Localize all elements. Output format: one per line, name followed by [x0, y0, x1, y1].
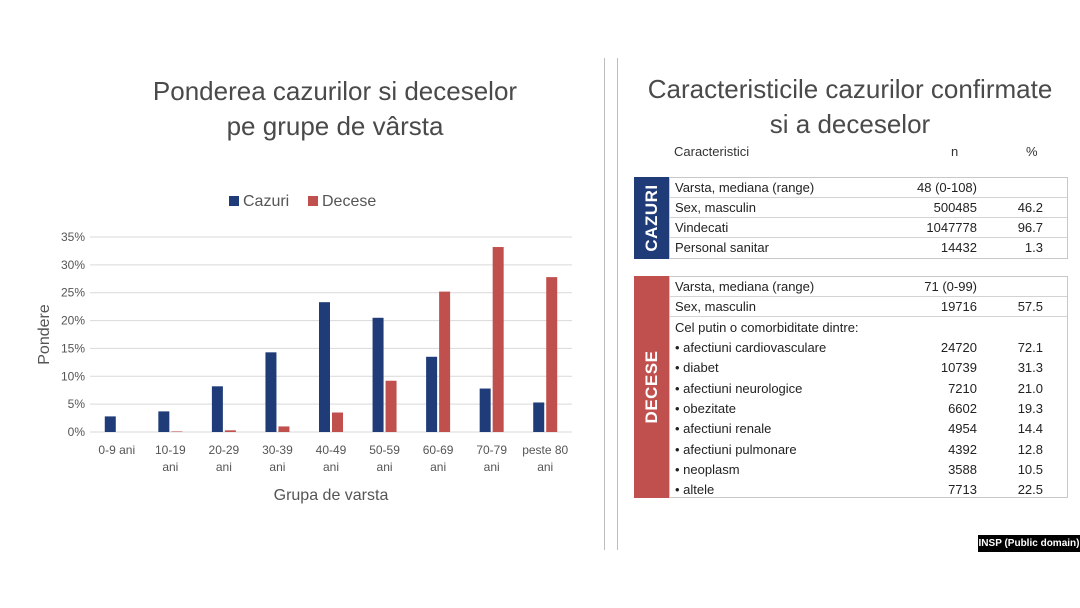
table-title: [630, 72, 1070, 142]
row-percent: 46.2: [1017, 200, 1043, 215]
row-label: • altele: [675, 482, 715, 498]
row-count: 3588: [948, 461, 977, 477]
row-count: 1047778: [926, 220, 977, 235]
table-title-line1: Caracteristicile cazurilor confirmate: [647, 74, 1053, 104]
row-count: 7210: [948, 380, 977, 396]
header-n: n: [951, 144, 959, 159]
x-tick-label: 40-49: [315, 443, 347, 457]
x-tick-label: ani: [215, 460, 232, 474]
x-tick-label: 50-59: [369, 443, 400, 457]
chart-title: [60, 74, 610, 144]
image-credit: INSP (Public domain): [978, 535, 1080, 552]
bar-decese: [332, 413, 343, 433]
x-axis-title: Grupa de varsta: [273, 487, 389, 504]
bar-cazuri: [480, 389, 491, 432]
row-percent: 14.4: [1017, 421, 1043, 437]
row-label: Vindecati: [675, 220, 729, 235]
decese-label: DECESE: [641, 350, 661, 424]
legend-label: Cazuri: [243, 193, 290, 210]
table-row: [670, 198, 1067, 218]
x-tick-label: peste 80: [522, 443, 569, 457]
table-title-line2: si a deceselor: [769, 109, 931, 139]
bar-cazuri: [265, 352, 276, 432]
row-label: • obezitate: [675, 400, 736, 416]
header-percent: %: [1026, 144, 1038, 159]
table-row: [670, 440, 1067, 460]
bar-cazuri: [105, 416, 116, 432]
row-percent: 57.5: [1017, 299, 1043, 314]
table-row: [670, 238, 1067, 258]
chart-title-line1: Ponderea cazurilor si deceselor: [152, 76, 518, 106]
bar-cazuri: [158, 411, 169, 432]
cazuri-label: CAZURI: [641, 184, 661, 252]
table-row: [670, 297, 1067, 317]
x-tick-label: 60-69: [422, 443, 454, 457]
comorbidity-heading: Cel putin o comorbiditate dintre:: [675, 320, 859, 335]
row-label: • afectiuni neurologice: [675, 380, 803, 396]
table-row: [670, 178, 1067, 198]
table-row: [670, 460, 1067, 480]
row-percent: 1.3: [1024, 240, 1043, 255]
row-count: 10739: [940, 360, 977, 376]
y-tick-label: 30%: [60, 257, 85, 272]
row-percent: 72.1: [1017, 340, 1043, 355]
cazuri-table: [669, 177, 1068, 259]
row-count: 14432: [940, 240, 977, 255]
table-row: [670, 379, 1067, 399]
y-tick-label: 20%: [60, 313, 85, 328]
header-characteristics: Caracteristici: [674, 144, 750, 159]
x-tick-label: ani: [269, 460, 286, 474]
x-tick-label: ani: [162, 460, 179, 474]
divider-line: [617, 58, 618, 550]
x-tick-label: 10-19: [154, 443, 186, 457]
x-tick-label: 30-39: [262, 443, 293, 457]
bar-cazuri: [533, 402, 544, 432]
row-percent: 12.8: [1017, 441, 1043, 457]
row-label: • neoplasm: [675, 461, 740, 477]
row-label: • afectiuni cardiovasculare: [675, 340, 827, 355]
bar-decese: [225, 430, 236, 432]
legend-swatch: [308, 196, 318, 206]
x-tick-label: 70-79: [476, 443, 508, 457]
x-tick-label: ani: [430, 460, 447, 474]
bar-cazuri: [373, 318, 384, 432]
table-row: [670, 277, 1067, 297]
x-tick-label: 20-29: [208, 443, 240, 457]
chart-title-line2: pe grupe de vârsta: [226, 111, 444, 141]
cazuri-side-label: [634, 177, 669, 259]
y-tick-label: 5%: [67, 397, 85, 412]
row-label: Personal sanitar: [675, 240, 769, 255]
row-percent: 96.7: [1017, 220, 1043, 235]
row-percent: 19.3: [1017, 400, 1043, 416]
bar-chart: [0, 180, 600, 510]
row-label: Sex, masculin: [675, 200, 756, 215]
bar-decese: [493, 247, 504, 432]
row-label: • afectiuni renale: [675, 421, 772, 437]
x-tick-label: ani: [483, 460, 500, 474]
decese-table: [669, 276, 1068, 498]
row-count: 71 (0-99): [924, 279, 977, 294]
row-percent: 10.5: [1017, 461, 1043, 477]
x-tick-label: ani: [537, 460, 554, 474]
row-label: • afectiuni pulmonare: [675, 441, 797, 457]
table-row: [670, 399, 1067, 419]
row-count: 24720: [940, 340, 977, 355]
y-axis-title: Pondere: [36, 304, 53, 365]
row-label: Varsta, mediana (range): [675, 279, 815, 294]
row-label: Varsta, mediana (range): [675, 180, 815, 195]
row-percent: 31.3: [1017, 360, 1043, 376]
decese-side-label: [634, 276, 669, 498]
row-percent: 22.5: [1017, 482, 1043, 498]
divider-line: [604, 58, 605, 550]
table-row: [670, 419, 1067, 439]
table-row: [670, 218, 1067, 238]
bar-decese: [546, 277, 557, 432]
legend-label: Decese: [322, 193, 377, 210]
row-count: 19716: [940, 299, 977, 314]
y-tick-label: 35%: [60, 230, 85, 244]
row-percent: 21.0: [1017, 380, 1043, 396]
x-tick-label: ani: [376, 460, 393, 474]
row-label: Sex, masculin: [675, 299, 756, 314]
y-tick-label: 25%: [60, 285, 85, 300]
row-count: 4954: [948, 421, 977, 437]
row-count: 48 (0-108): [917, 180, 977, 195]
bar-cazuri: [212, 386, 223, 432]
table-row: [670, 480, 1067, 500]
row-count: 4392: [948, 441, 977, 457]
y-tick-label: 15%: [60, 341, 85, 356]
row-count: 6602: [948, 400, 977, 416]
row-count: 7713: [948, 482, 977, 498]
y-tick-label: 0%: [67, 425, 85, 439]
x-tick-label: ani: [322, 460, 340, 474]
bar-decese: [171, 431, 182, 432]
y-tick-label: 10%: [60, 369, 85, 384]
bar-decese: [439, 292, 450, 432]
legend-swatch: [229, 196, 239, 206]
bar-decese: [386, 381, 397, 432]
x-tick-label: 0-9 ani: [98, 443, 136, 457]
bar-decese: [278, 426, 289, 432]
row-label: • diabet: [675, 360, 719, 376]
row-count: 500485: [933, 200, 977, 215]
bar-cazuri: [319, 302, 330, 432]
table-row: [670, 338, 1067, 358]
bar-cazuri: [426, 357, 437, 432]
table-row: [670, 358, 1067, 378]
